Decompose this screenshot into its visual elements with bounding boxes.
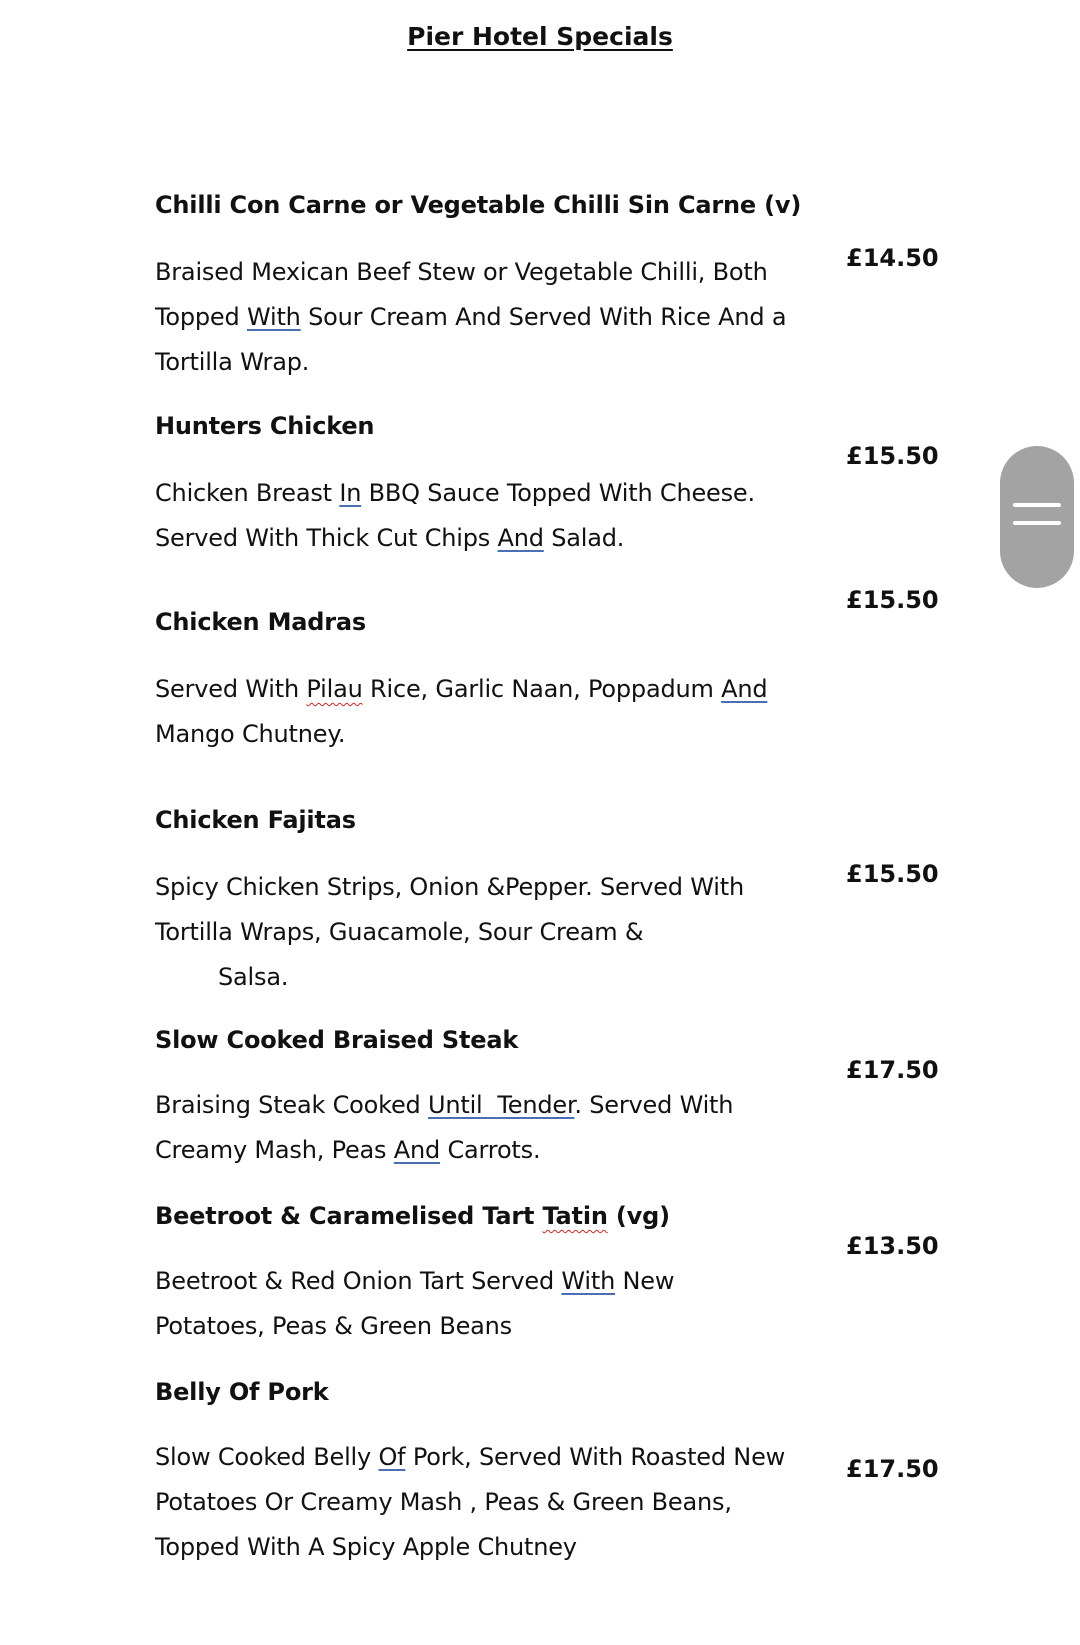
desc-line: Potatoes, Peas & Green Beans <box>155 1312 512 1340</box>
item-description <box>155 1259 674 1349</box>
item-price: £17.50 <box>846 1056 939 1084</box>
page-title: Pier Hotel Specials <box>407 22 673 51</box>
desc-line: Served With Thick Cut Chips And Salad. <box>155 524 625 552</box>
item-heading: Belly Of Pork <box>155 1378 329 1406</box>
desc-line: Spicy Chicken Strips, Onion &Pepper. Served With <box>155 873 744 901</box>
item-heading: Beetroot & Caramelised Tart Tatin (vg) <box>155 1202 670 1230</box>
item-price: £17.50 <box>846 1455 939 1483</box>
desc-line: Braising Steak Cooked Until Tender. Served With <box>155 1091 734 1119</box>
item-description <box>155 865 744 1000</box>
desc-line: Salsa. <box>218 963 289 991</box>
desc-line: Tortilla Wrap. <box>155 348 310 376</box>
item-description <box>155 471 755 561</box>
desc-line: Braised Mexican Beef Stew or Vegetable Chilli, Both <box>155 258 768 286</box>
item-heading: Hunters Chicken <box>155 412 375 440</box>
item-price: £15.50 <box>846 442 939 470</box>
item-description <box>155 1083 733 1173</box>
item-heading: Slow Cooked Braised Steak <box>155 1026 519 1054</box>
item-price: £13.50 <box>846 1232 939 1260</box>
drag-handle-icon[interactable] <box>1000 446 1074 588</box>
desc-line: Topped With A Spicy Apple Chutney <box>155 1533 577 1561</box>
handle-line <box>1013 521 1061 525</box>
item-heading: Chilli Con Carne or Vegetable Chilli Sin Carne (v) <box>155 191 802 219</box>
desc-line: Topped With Sour Cream And Served With Rice And a <box>155 303 787 331</box>
desc-line: Potatoes Or Creamy Mash , Peas & Green Beans, <box>155 1488 732 1516</box>
desc-line: Beetroot & Red Onion Tart Served With New <box>155 1267 675 1295</box>
item-price: £15.50 <box>846 586 939 614</box>
desc-line: Creamy Mash, Peas And Carrots. <box>155 1136 541 1164</box>
handle-line <box>1013 503 1061 507</box>
desc-line: Tortilla Wraps, Guacamole, Sour Cream & <box>155 918 644 946</box>
desc-line: Mango Chutney. <box>155 720 346 748</box>
desc-line: Served With Pilau Rice, Garlic Naan, Poppadum And <box>155 675 768 703</box>
item-heading: Chicken Fajitas <box>155 806 356 834</box>
item-description <box>155 250 786 385</box>
desc-line: Chicken Breast In BBQ Sauce Topped With Cheese. <box>155 479 755 507</box>
item-description <box>155 1435 785 1570</box>
desc-line: Slow Cooked Belly Of Pork, Served With Roasted New <box>155 1443 786 1471</box>
item-price: £15.50 <box>846 860 939 888</box>
item-heading: Chicken Madras <box>155 608 366 636</box>
item-price: £14.50 <box>846 244 939 272</box>
item-description <box>155 667 767 757</box>
